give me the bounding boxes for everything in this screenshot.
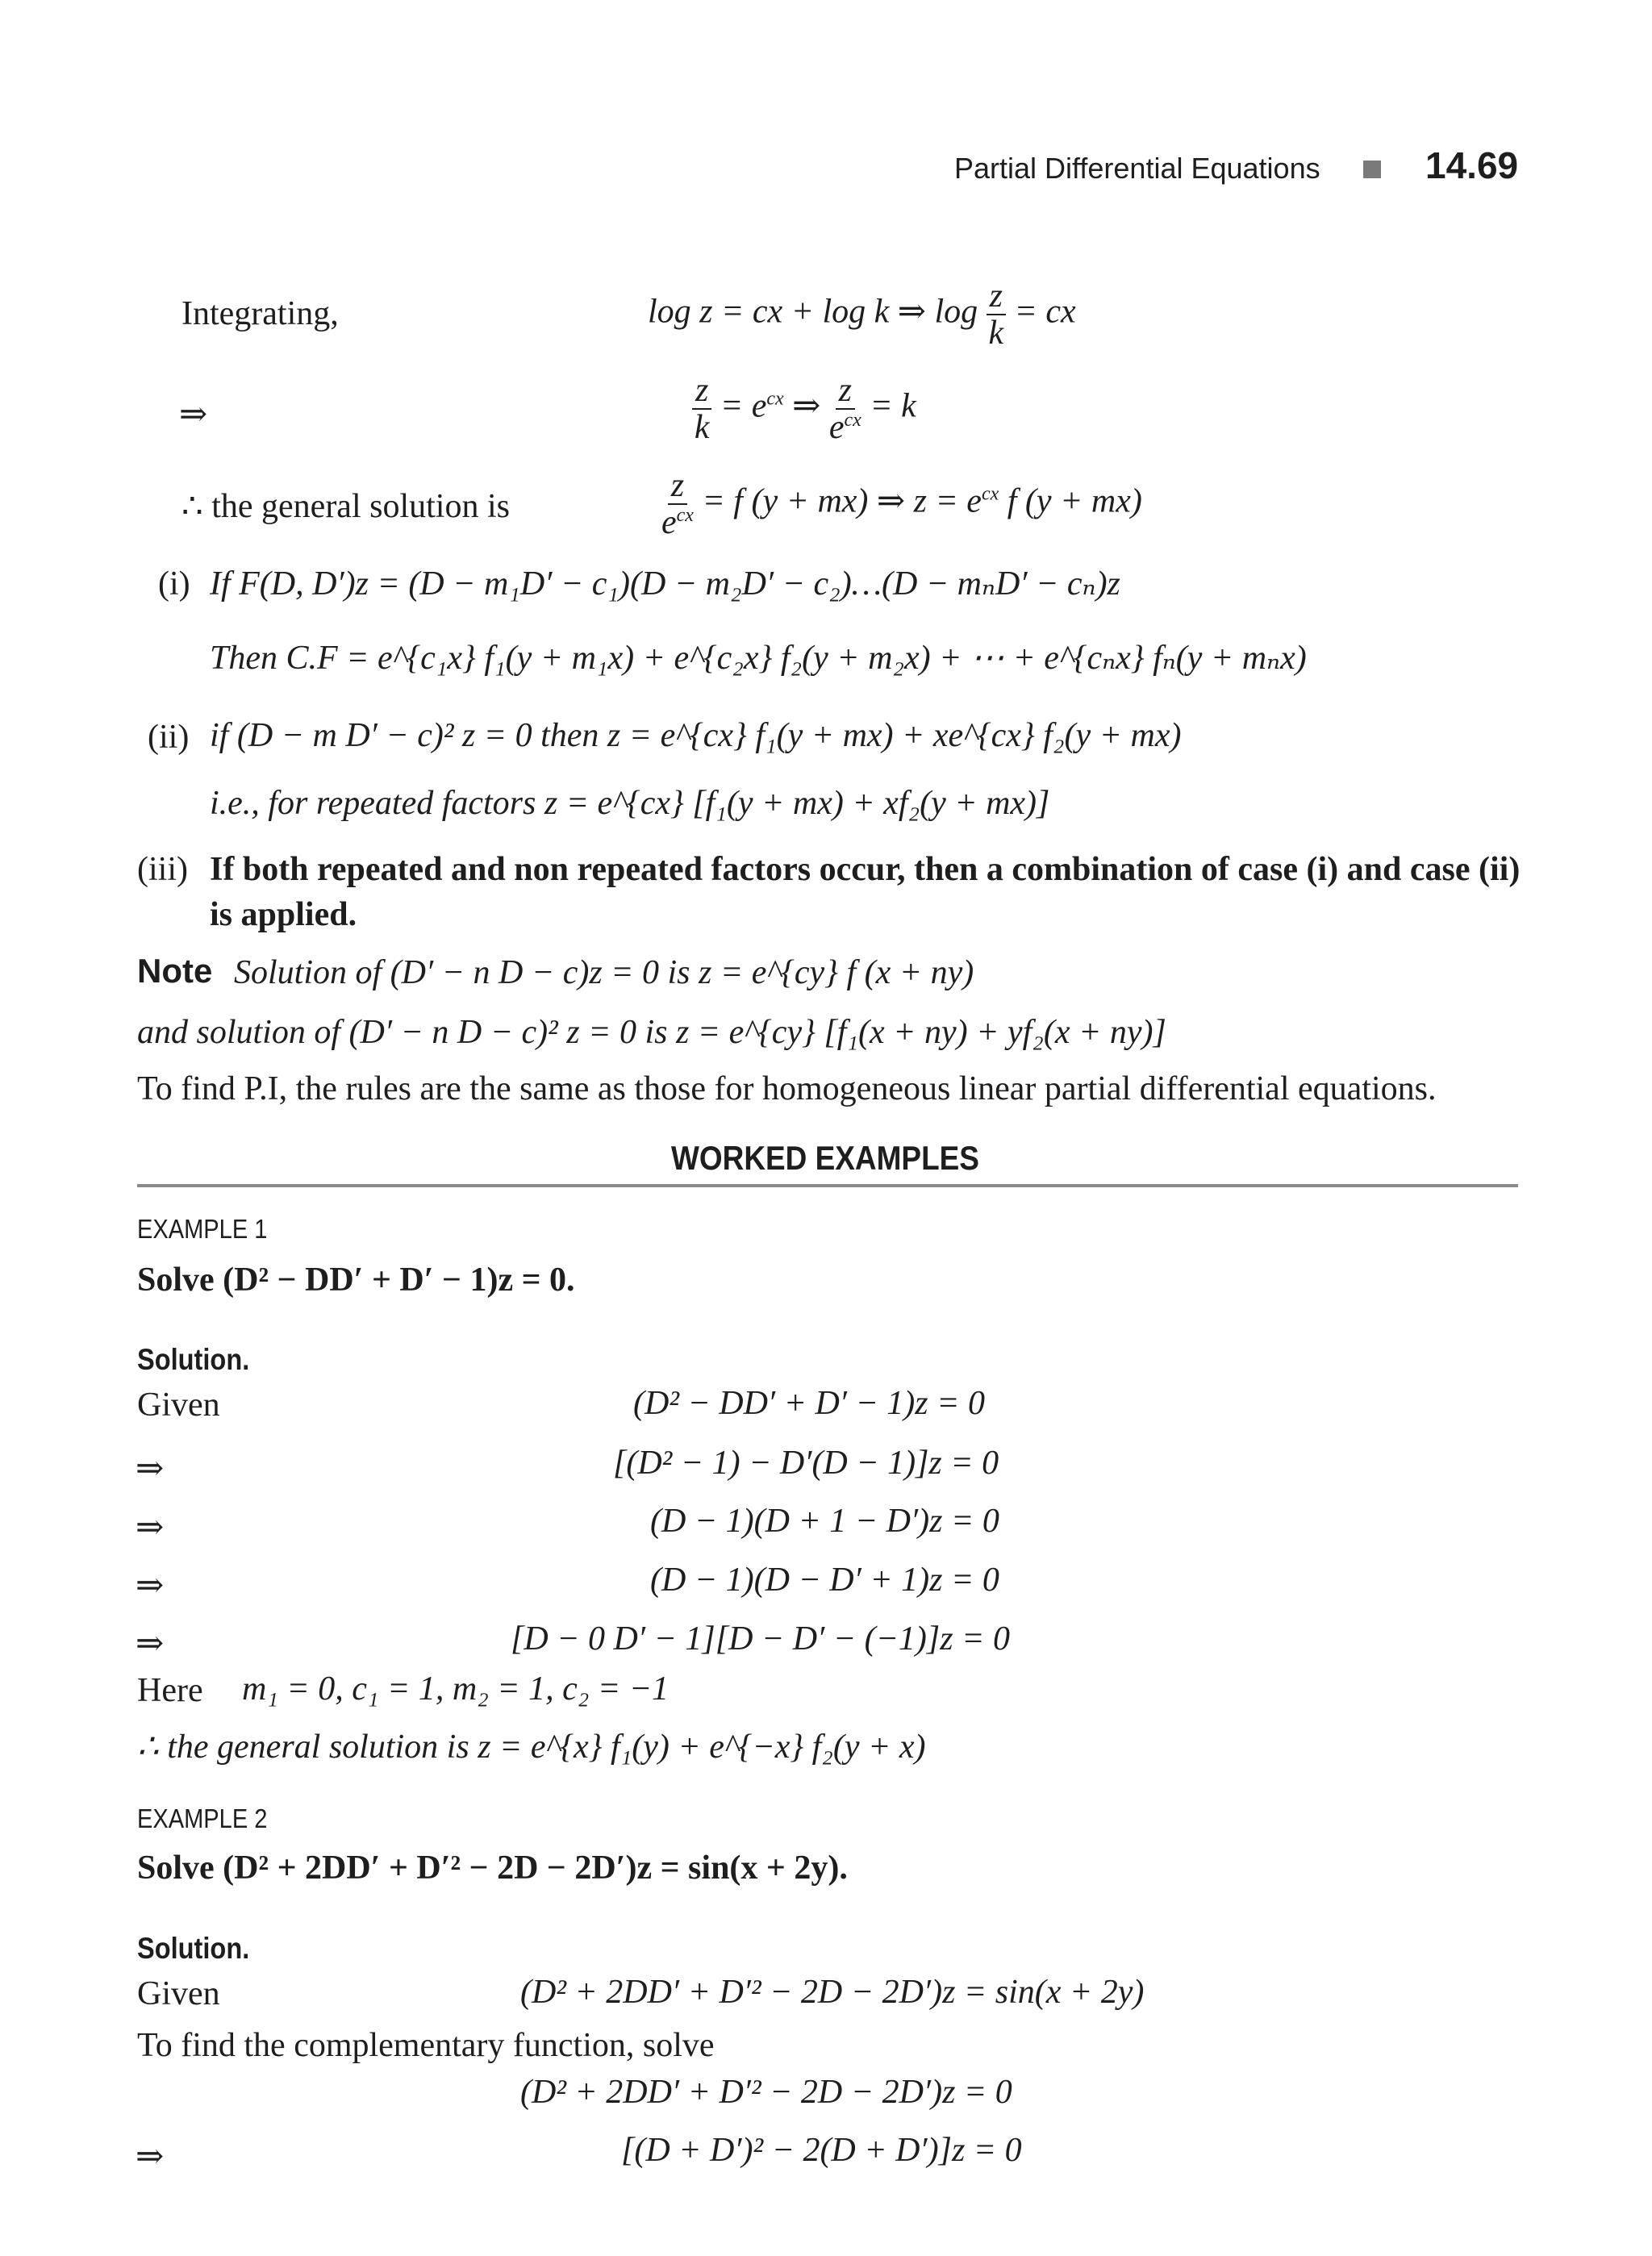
example-1-arrow-2: ⇒ (136, 1509, 165, 1546)
example-1-here-label: Here (137, 1672, 203, 1709)
general-eq-end: f (y + mx) (1007, 482, 1142, 520)
fraction-denominator: k (988, 315, 1004, 352)
step2-arrow: ⇒ (792, 387, 821, 425)
fraction-numerator: z (692, 373, 711, 410)
example-1-step-2: (D − 1)(D + 1 − D′)z = 0 (650, 1503, 999, 1540)
case-2-text: if (D − m D′ − c)² z = 0 then z = e^{cx} f₁(y + mx) + xe^{cx} f₂(y + mx) (210, 717, 1182, 754)
example-2-cf-text: To find the complementary function, solve (137, 2027, 715, 2064)
fraction-numerator: z (836, 373, 855, 410)
case-1-number: (i) (158, 565, 190, 603)
example-1-problem: Solve (D² − DD′ + D′ − 1)z = 0. (137, 1261, 575, 1299)
example-1-label: EXAMPLE 1 (137, 1214, 268, 1244)
integrating-label: Integrating, (181, 295, 339, 332)
fraction-denominator: $e^{cx}$ (828, 409, 861, 447)
general-eq-sup: cx (981, 483, 999, 505)
implies-arrow: ⇒ (179, 396, 208, 433)
worked-examples-heading: WORKED EXAMPLES (671, 1139, 979, 1177)
running-header-title: Partial Differential Equations (954, 152, 1320, 185)
note-line-3: To find P.I, the rules are the same as those for homogeneous linear partial differential equations. (137, 1070, 1437, 1107)
case-3-line-1: If both repeated and non repeated factors occur, then a combination of case (i) and case (ii) (210, 851, 1521, 888)
step2-equation (692, 373, 916, 445)
fraction-numerator: z (668, 468, 687, 505)
case-1-cf: Then C.F = e^{c₁x} f₁(y + m₁x) + e^{c₂x} f₂(y + m₂x) + ⋯ + e^{cₙx} fₙ(y + mₙx) (210, 640, 1307, 677)
note-line-1: Solution of (D′ − n D − c)z = 0 is z = e^{cy} f (x + ny) (234, 954, 974, 991)
integrating-equation (648, 278, 1076, 351)
example-1-arrow-4: ⇒ (136, 1625, 165, 1662)
page-number: 14.69 (1425, 144, 1519, 186)
fraction-denominator: k (694, 409, 710, 447)
example-1-here-values: m₁ = 0, c₁ = 1, m₂ = 1, c₂ = −1 (242, 1670, 670, 1708)
step2-sup: cx (766, 388, 784, 410)
case-1-text: If F(D, D′)z = (D − m₁D′ − c₁)(D − m₂D′ − c₂)…(D − mₙD′ − cₙ)z (210, 565, 1120, 603)
case-3-line-2: is applied. (210, 896, 357, 933)
example-2-arrow-1: ⇒ (136, 2138, 165, 2175)
example-1-given-equation: (D² − DD′ + D′ − 1)z = 0 (633, 1385, 985, 1422)
example-1-step-3: (D − 1)(D − D′ + 1)z = 0 (650, 1562, 999, 1599)
example-1-arrow-1: ⇒ (136, 1450, 165, 1487)
example-2-problem: Solve (D² + 2DD′ + D′² − 2D − 2D′)z = sin(x + 2y). (137, 1849, 848, 1887)
example-1-general-solution: ∴ the general solution is z = e^{x} f₁(y) + e^{−x} f₂(y + x) (137, 1728, 926, 1766)
fraction-numerator: z (987, 278, 1006, 315)
example-2-given-label: Given (137, 1975, 220, 2012)
example-2-solution-label: Solution. (137, 1932, 250, 1965)
example-2-given-equation: (D² + 2DD′ + D′² − 2D − 2D′)z = sin(x + 2y) (520, 1974, 1145, 2011)
example-2-step-1: [(D + D′)² − 2(D + D′)]z = 0 (621, 2132, 1022, 2169)
general-fraction (661, 468, 694, 540)
example-2-label: EXAMPLE 2 (137, 1804, 268, 1833)
integrating-fraction (987, 278, 1006, 351)
example-1-arrow-3: ⇒ (136, 1567, 165, 1604)
case-2-number: (ii) (148, 719, 190, 756)
step2-fraction-2 (829, 373, 861, 445)
step2-end: = k (870, 387, 916, 425)
section-divider (137, 1184, 1518, 1187)
example-1-solution-label: Solution. (137, 1343, 250, 1376)
general-solution-equation (661, 468, 1142, 540)
example-1-given-label: Given (137, 1387, 220, 1424)
integrating-eq-a: log z = cx + log k ⇒ log (648, 293, 978, 331)
general-eq: = f (y + mx) ⇒ z = e (702, 482, 982, 520)
step2-mid: = e (720, 387, 767, 425)
step2-fraction-1 (692, 373, 711, 445)
example-2-cf-equation: (D² + 2DD′ + D′² − 2D − 2D′)z = 0 (520, 2074, 1012, 2111)
header-square-icon (1363, 161, 1381, 178)
example-1-step-4: [D − 0 D′ − 1][D − D′ − (−1)]z = 0 (511, 1620, 1010, 1658)
fraction-denominator: $e^{cx}$ (661, 504, 694, 542)
case-2-repeated: i.e., for repeated factors z = e^{cx} [f₁(y + mx) + xf₂(y + mx)] (210, 785, 1050, 822)
general-solution-label: ∴ the general solution is (181, 488, 510, 525)
note-label: Note (137, 952, 213, 990)
note-line-2: and solution of (D′ − n D − c)² z = 0 is z = e^{cy} [f₁(x + ny) + yf₂(x + ny)] (137, 1014, 1166, 1051)
integrating-eq-b: = cx (1014, 293, 1076, 331)
example-1-step-1: [(D² − 1) − D′(D − 1)]z = 0 (613, 1445, 999, 1482)
case-3-number: (iii) (137, 851, 188, 888)
